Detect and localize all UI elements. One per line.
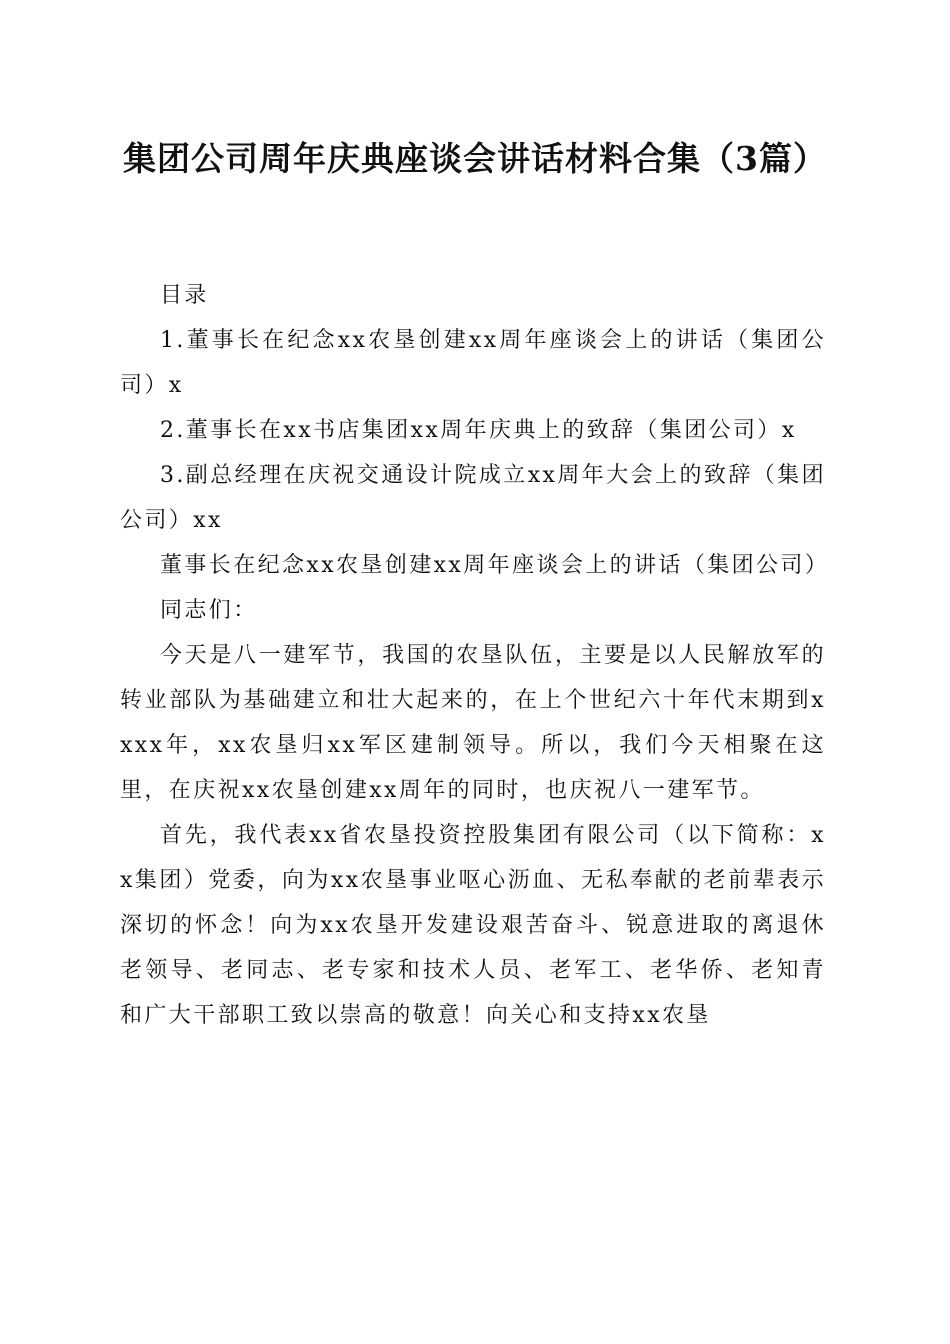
toc-item-2: 2.董事长在xx书店集团xx周年庆典上的致辞（集团公司）x bbox=[160, 418, 797, 443]
article-title: 董事长在纪念xx农垦创建xx周年座谈会上的讲话（集团公司） bbox=[160, 553, 830, 578]
paragraph-2: 首先，我代表xx省农垦投资控股集团有限公司（以下简称：xx集团）党委，向为xx农垦事业呕心沥血、无私奉献的老前辈表示深切的怀念！向为xx农垦开发建设艰苦奋斗、锐意进取的离退休老领导、老同志、老专家和技术人员、老军工、老华侨、老知青和广大干部职工致以崇高的敬意！向关心和支持xx农垦 bbox=[120, 823, 826, 1028]
toc-item-3: 3.副总经理在庆祝交通设计院成立xx周年大会上的致辞（集团公司）xx bbox=[120, 463, 826, 533]
toc-heading: 目录 bbox=[160, 283, 209, 308]
document-body bbox=[120, 273, 830, 1038]
toc-item-1: 1.董事长在纪念xx农垦创建xx周年座谈会上的讲话（集团公司）x bbox=[120, 328, 826, 398]
document-title: 集团公司周年庆典座谈会讲话材料合集（3篇） bbox=[123, 139, 827, 178]
salutation: 同志们： bbox=[160, 598, 258, 623]
paragraph-1: 今天是八一建军节，我国的农垦队伍，主要是以人民解放军的转业部队为基础建立和壮大起来的，在上个世纪六十年代末期到xxxx年，xx农垦归xx军区建制领导。所以，我们今天相聚在这里，在庆祝xx农垦创建xx周年的同时，也庆祝八一建军节。 bbox=[120, 643, 826, 803]
